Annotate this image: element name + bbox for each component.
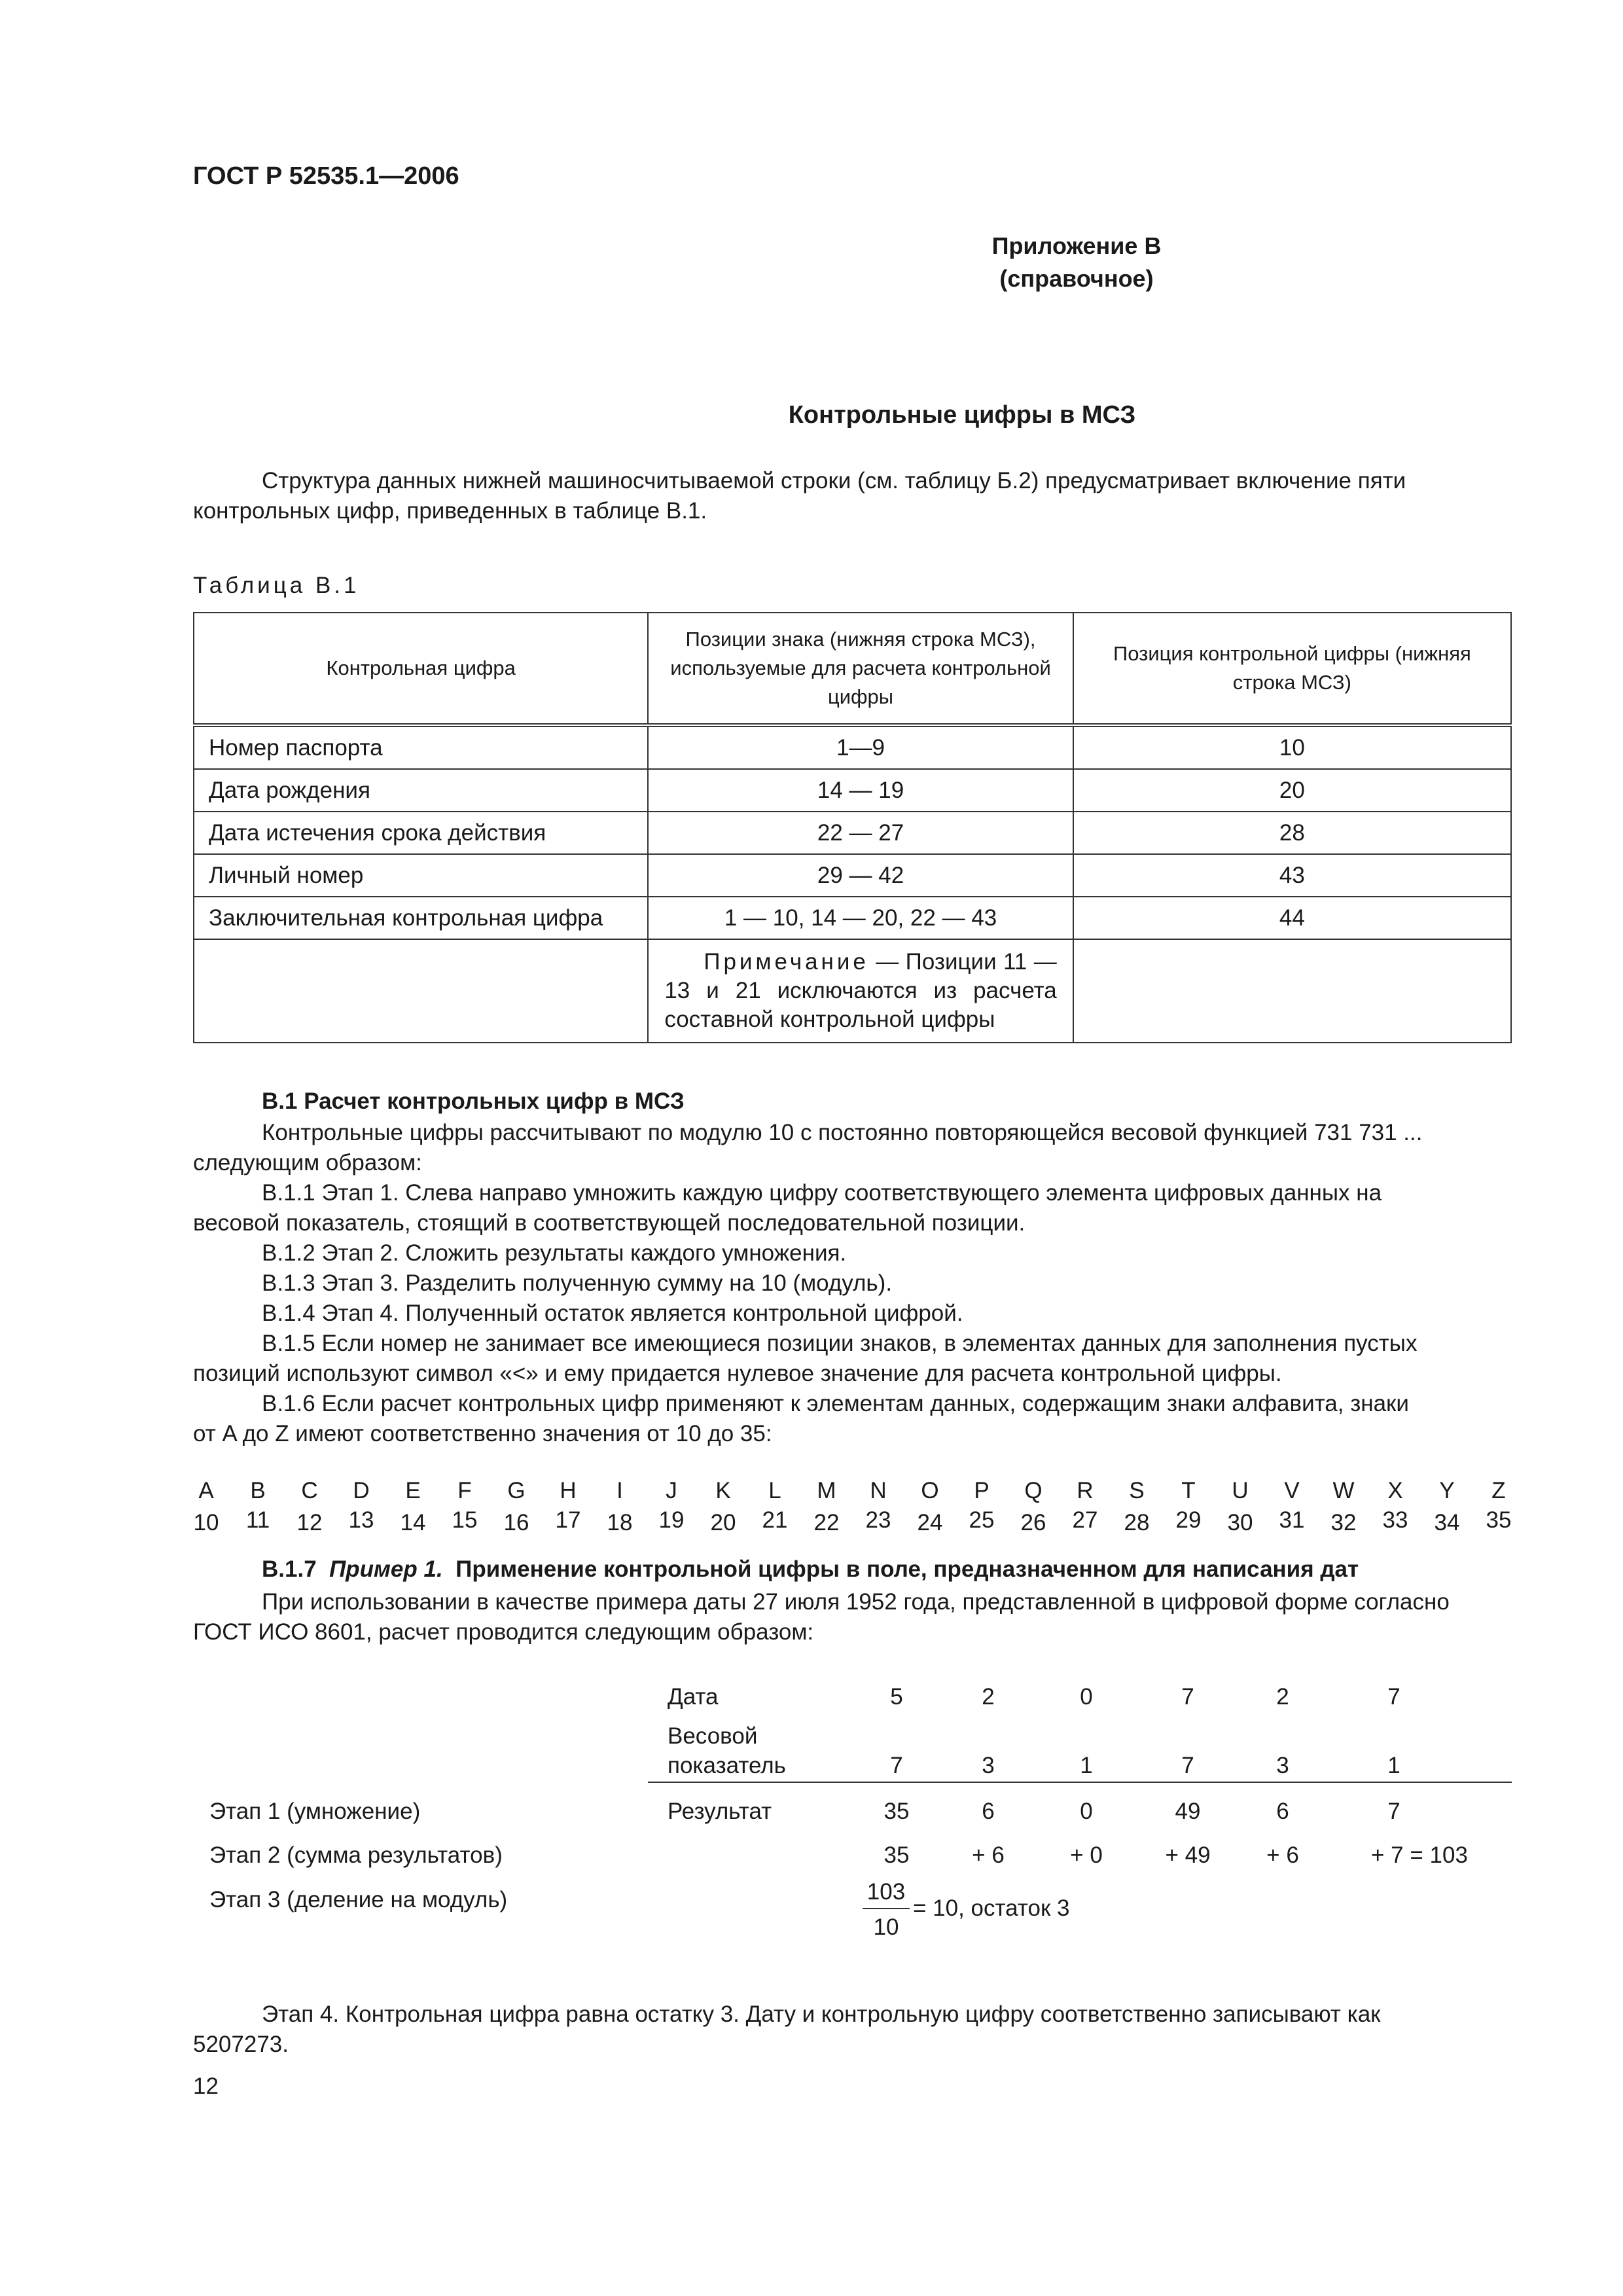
- alphabet-letter: X: [1387, 1478, 1403, 1503]
- text-line: весовой показатель, стоящий в соответствующей последовательной позиции.: [193, 1210, 1026, 1236]
- check-digit-table: [193, 612, 1512, 1043]
- text-line: В.1.5 Если номер не занимает все имеющиеся позиции знаков, в элементах данных для заполнения пустых: [262, 1331, 1418, 1356]
- alphabet-letter: G: [507, 1478, 526, 1503]
- result-label: Результат: [668, 1799, 772, 1824]
- table-row: [194, 812, 1511, 854]
- alphabet-value: 29: [1175, 1507, 1202, 1533]
- result-value: 6: [982, 1799, 995, 1824]
- weight-value: 1: [1387, 1753, 1400, 1778]
- date-digit: 7: [1181, 1684, 1194, 1710]
- alphabet-value: 16: [503, 1510, 529, 1535]
- table-cell: 14 — 19: [648, 769, 1073, 812]
- alphabet-value: 15: [452, 1507, 478, 1533]
- alphabet-value: 27: [1072, 1507, 1098, 1533]
- example-heading: [262, 1554, 1359, 1585]
- weight-label: показатель: [668, 1753, 786, 1778]
- step1-label: Этап 1 (умножение): [209, 1799, 421, 1824]
- weight-value: 3: [1276, 1753, 1289, 1778]
- alphabet-letter: H: [560, 1478, 577, 1503]
- step3-label: Этап 3 (деление на модуль): [209, 1887, 508, 1912]
- alphabet-letter: T: [1181, 1478, 1196, 1503]
- alphabet-letter: R: [1077, 1478, 1094, 1503]
- text-line: В.1.6 Если расчет контрольных цифр применяют к элементам данных, содержащим знаки алфавита, знаки: [262, 1391, 1409, 1416]
- fraction-denominator: 10: [873, 1914, 899, 1940]
- table-cell: 43: [1073, 854, 1511, 897]
- table-cell: 20: [1073, 769, 1511, 812]
- document-code: ГОСТ Р 52535.1—2006: [193, 162, 459, 190]
- alphabet-letter: A: [198, 1478, 214, 1503]
- table-cell: 28: [1073, 812, 1511, 854]
- sum-term: + 0: [1070, 1842, 1103, 1868]
- alphabet-letter: U: [1232, 1478, 1249, 1503]
- alphabet-value: 21: [762, 1507, 788, 1533]
- alphabet-letter: N: [870, 1478, 887, 1503]
- date-digit: 2: [982, 1684, 995, 1710]
- table-cell: 22 — 27: [648, 812, 1073, 854]
- alphabet-letter: J: [666, 1478, 677, 1503]
- alphabet-letter: C: [301, 1478, 318, 1503]
- note-text: — Позиции 11 — 13 и 21 исключаются из расчета составной контрольной цифры: [664, 949, 1057, 1032]
- example-title: Применение контрольной цифры в поле, предназначенном для написания дат: [455, 1556, 1359, 1582]
- final-paragraph: [193, 2000, 1512, 2060]
- table-cell: Заключительная контрольная цифра: [194, 897, 648, 939]
- table-row: [194, 769, 1511, 812]
- intro-paragraph: [193, 466, 1512, 526]
- weight-value: 7: [890, 1753, 903, 1778]
- alphabet-value: 31: [1279, 1507, 1305, 1533]
- sum-term: 35: [883, 1842, 910, 1868]
- alphabet-value: 18: [607, 1510, 633, 1535]
- alphabet-value: 26: [1020, 1510, 1046, 1535]
- step2-label: Этап 2 (сумма результатов): [209, 1842, 503, 1868]
- alphabet-letter: D: [353, 1478, 370, 1503]
- example-paragraph: [193, 1587, 1512, 1647]
- alphabet-value: 17: [555, 1507, 581, 1533]
- alphabet-letter: E: [405, 1478, 421, 1503]
- alphabet-value: 20: [710, 1510, 736, 1535]
- alphabet-letters: [193, 1476, 1512, 1506]
- alphabet-letter: Y: [1439, 1478, 1455, 1503]
- text-line: В.1.2 Этап 2. Сложить результаты каждого умножения.: [262, 1240, 847, 1266]
- alphabet-letter: Q: [1024, 1478, 1043, 1503]
- alphabet-value: 19: [658, 1507, 685, 1533]
- alphabet-value: 30: [1227, 1510, 1253, 1535]
- table-cell: 1—9: [648, 725, 1073, 769]
- alphabet-value: 10: [193, 1510, 219, 1535]
- alphabet-letter: I: [616, 1478, 623, 1503]
- alphabet-letter: W: [1332, 1478, 1355, 1503]
- table-cell: [1073, 939, 1511, 1043]
- table-cell: [194, 939, 648, 1043]
- result-value: 7: [1387, 1799, 1400, 1824]
- alphabet-value: 28: [1124, 1510, 1150, 1535]
- table-cell: Дата рождения: [194, 769, 648, 812]
- sum-term: + 6: [972, 1842, 1005, 1868]
- table-header-row: [194, 613, 1511, 725]
- alphabet-value: 33: [1382, 1507, 1408, 1533]
- weight-value: 3: [982, 1753, 995, 1778]
- alphabet-letter: K: [715, 1478, 731, 1503]
- weight-value: 1: [1080, 1753, 1093, 1778]
- appendix-title: Приложение В: [991, 232, 1162, 259]
- alphabet-letter: Z: [1491, 1478, 1506, 1503]
- text-line: 5207273.: [193, 2032, 289, 2057]
- alphabet-letter: L: [768, 1478, 781, 1503]
- text-line: следующим образом:: [193, 1150, 422, 1175]
- table-cell: 1 — 10, 14 — 20, 22 — 43: [648, 897, 1073, 939]
- alphabet-letter: F: [457, 1478, 472, 1503]
- table-cell: Дата истечения срока действия: [194, 812, 648, 854]
- sum-term: + 6: [1266, 1842, 1299, 1868]
- alphabet-values: [193, 1505, 1512, 1538]
- alphabet-value: 24: [917, 1510, 943, 1535]
- alphabet-value: 22: [813, 1510, 840, 1535]
- table-note-row: [194, 939, 1511, 1043]
- result-value: 49: [1175, 1799, 1201, 1824]
- alphabet-letter: P: [974, 1478, 990, 1503]
- table-cell: Личный номер: [194, 854, 648, 897]
- division-result: = 10, остаток 3: [913, 1895, 1070, 1921]
- alphabet-value: 23: [865, 1507, 891, 1533]
- table-note: [648, 939, 1073, 1043]
- date-digit: 0: [1080, 1684, 1093, 1710]
- result-value: 35: [883, 1799, 910, 1824]
- alphabet-value: 25: [969, 1507, 995, 1533]
- column-header: Контрольная цифра: [194, 613, 648, 725]
- result-value: 0: [1080, 1799, 1093, 1824]
- date-digit: 5: [890, 1684, 903, 1710]
- sum-term: + 49: [1165, 1842, 1211, 1868]
- alphabet-value: 14: [400, 1510, 426, 1535]
- appendix-type: (справочное): [999, 265, 1154, 292]
- intro-line: Структура данных нижней машиносчитываемой строки (см. таблицу Б.2) предусматривает включение пяти: [262, 468, 1406, 493]
- page-number: 12: [193, 2073, 219, 2099]
- divider: [648, 1782, 1512, 1783]
- weight-label: Весовой: [668, 1723, 758, 1749]
- text-line: Этап 4. Контрольная цифра равна остатку 3. Дату и контрольную цифру соответственно записывают как: [262, 2001, 1381, 2027]
- section-title: Контрольные цифры в МСЗ: [788, 401, 1136, 429]
- date-digit: 7: [1387, 1684, 1400, 1710]
- note-label: Примечание: [704, 949, 869, 975]
- text-line: ГОСТ ИСО 8601, расчет проводится следующим образом:: [193, 1619, 814, 1645]
- text-line: При использовании в качестве примера даты 27 июля 1952 года, представленной в цифровой форме согласно: [262, 1589, 1450, 1615]
- date-digit: 2: [1276, 1684, 1289, 1710]
- column-header: Позиции знака (нижняя строка МСЗ), используемые для расчета контрольной цифры: [648, 613, 1073, 725]
- text-line: В.1.4 Этап 4. Полученный остаток является контрольной цифрой.: [262, 1300, 963, 1326]
- alphabet-letter: S: [1129, 1478, 1145, 1503]
- alphabet-value: 13: [348, 1507, 374, 1533]
- table-cell: 29 — 42: [648, 854, 1073, 897]
- alphabet-letter: V: [1284, 1478, 1300, 1503]
- fraction-numerator: 103: [866, 1879, 906, 1905]
- fraction-bar: [863, 1908, 910, 1909]
- alphabet-value: 32: [1330, 1510, 1357, 1535]
- table-cell: 44: [1073, 897, 1511, 939]
- alphabet-value: 34: [1434, 1510, 1460, 1535]
- date-label: Дата: [668, 1684, 719, 1710]
- example-number: В.1.7: [262, 1556, 317, 1582]
- alphabet-letter: B: [250, 1478, 266, 1503]
- table-cell: Номер паспорта: [194, 725, 648, 769]
- table-row: [194, 725, 1511, 769]
- text-line: В.1.3 Этап 3. Разделить полученную сумму на 10 (модуль).: [262, 1270, 893, 1296]
- alphabet-value: 11: [245, 1507, 270, 1533]
- table-row: [194, 854, 1511, 897]
- result-value: 6: [1276, 1799, 1289, 1824]
- intro-line: контрольных цифр, приведенных в таблице В.1.: [193, 498, 707, 524]
- text-line: Контрольные цифры рассчитывают по модулю 10 с постоянно повторяющейся весовой функцией 731 731 ...: [262, 1120, 1423, 1145]
- text-line: В.1.1 Этап 1. Слева направо умножить каждую цифру соответствующего элемента цифровых данных на: [262, 1180, 1382, 1206]
- alphabet-letter: O: [921, 1478, 939, 1503]
- alphabet-letter: M: [817, 1478, 836, 1503]
- text-line: от A до Z имеют соответственно значения от 10 до 35:: [193, 1421, 772, 1446]
- sum-term: + 7 = 103: [1371, 1842, 1468, 1868]
- table-label: Таблица В.1: [193, 573, 360, 598]
- table-row: [194, 897, 1511, 939]
- weight-value: 7: [1181, 1753, 1194, 1778]
- b1-paragraphs: [193, 1118, 1512, 1449]
- alphabet-value: 12: [296, 1510, 323, 1535]
- table-cell: 10: [1073, 725, 1511, 769]
- example-label: Пример 1.: [329, 1556, 443, 1582]
- column-header: Позиция контрольной цифры (нижняя строка МСЗ): [1073, 613, 1511, 725]
- subsection-heading: В.1 Расчет контрольных цифр в МСЗ: [262, 1088, 685, 1114]
- text-line: позиций используют символ «<» и ему придается нулевое значение для расчета контрольной цифры.: [193, 1361, 1282, 1386]
- alphabet-value: 35: [1486, 1507, 1512, 1533]
